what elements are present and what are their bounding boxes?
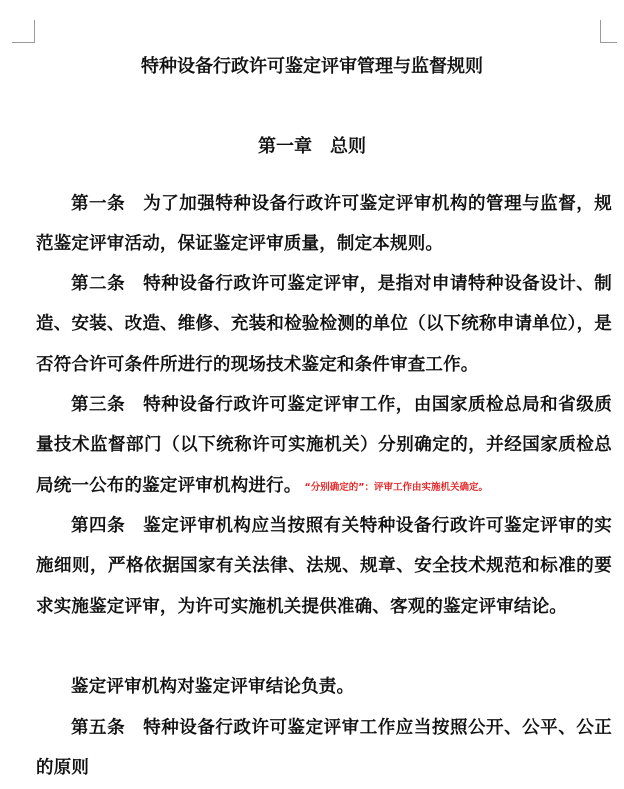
article-3-annotation: “分别确定的”：评审工作由实施机关确定。: [304, 481, 488, 493]
article-5-label: 第五条: [71, 717, 126, 738]
article-2-label: 第二条: [71, 273, 126, 294]
top-right-margin-mark: [600, 20, 617, 43]
article-3-text: 特种设备行政许可鉴定评审工作，由国家质检总局和省级质量技术监督部门（以下统称许可实施机关）分别确定的，并经国家质检总局统一公布的鉴定评审机构进行。: [36, 394, 612, 496]
document-title: 特种设备行政许可鉴定评审管理与监督规则: [141, 56, 483, 77]
top-left-margin-mark: [12, 20, 35, 43]
article-3: [36, 385, 612, 509]
article-3-label: 第三条: [71, 394, 126, 415]
article-4-paragraph-2: [36, 667, 612, 708]
chapter-heading: 第一章 总则: [258, 136, 366, 157]
article-4: [36, 506, 612, 628]
article-2: [36, 264, 612, 386]
article-5: [36, 708, 612, 789]
article-4-text: 鉴定评审机构应当按照有关特种设备行政许可鉴定评审的实施细则，严格依据国家有关法律、法规、规章、安全技术规范和标准的要求实施鉴定评审，为许可实施机关提供准确、客观的鉴定评审结论。: [36, 515, 612, 617]
article-4-paragraph-2-text: 鉴定评审机构对鉴定评审结论负责。: [71, 676, 355, 697]
article-1: [36, 184, 612, 265]
article-2-text: 特种设备行政许可鉴定评审，是指对申请特种设备设计、制造、安装、改造、维修、充装和检验检测的单位（以下统称申请单位），是否符合许可条件所进行的现场技术鉴定和条件审查工作。: [36, 273, 612, 375]
article-1-label: 第一条: [71, 193, 126, 214]
article-1-text: 为了加强特种设备行政许可鉴定评审机构的管理与监督，规范鉴定评审活动，保证鉴定评审质量，制定本规则。: [36, 193, 612, 254]
article-5-text: 特种设备行政许可鉴定评审工作应当按照公开、公平、公正的原则: [36, 717, 612, 778]
article-4-label: 第四条: [71, 515, 126, 536]
